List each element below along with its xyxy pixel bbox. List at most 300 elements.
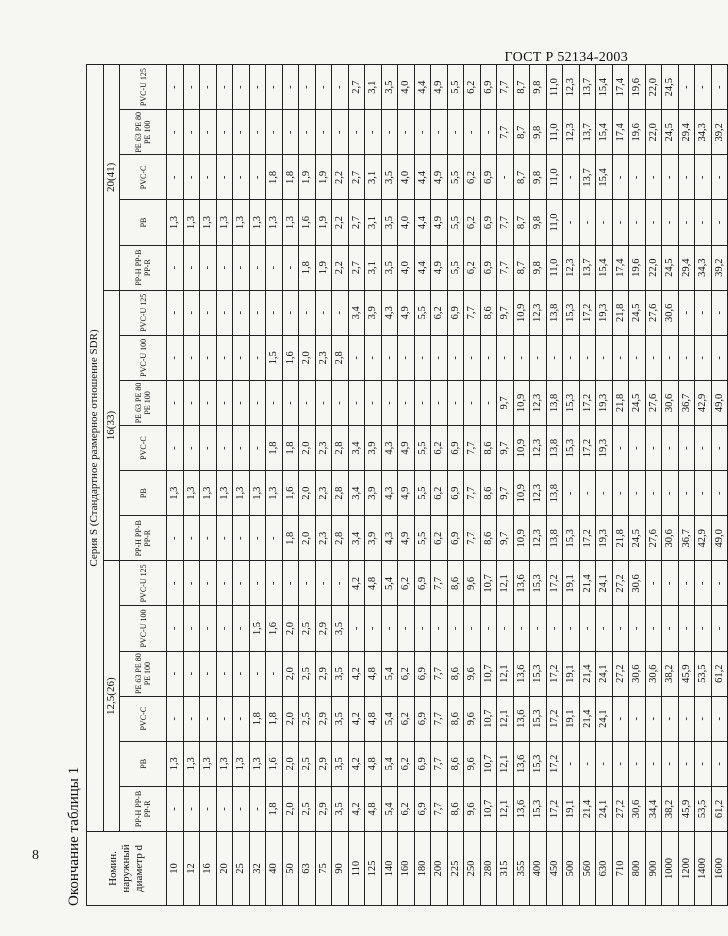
table-cell: 36,7 — [678, 380, 695, 425]
table-row — [266, 65, 283, 906]
table-cell: 29,4 — [678, 245, 695, 290]
table-cell: - — [299, 110, 316, 155]
cell-diameter: 315 — [497, 832, 514, 906]
table-cell: 1,3 — [233, 741, 250, 786]
table-cell: 4,9 — [431, 65, 448, 110]
table-cell: - — [695, 65, 712, 110]
header-group: 20(41) — [103, 65, 120, 291]
table-cell: 2,8 — [332, 516, 349, 561]
table-cell: - — [266, 516, 283, 561]
table-cell: 1,3 — [282, 200, 299, 245]
page-number: 8 — [32, 848, 39, 863]
table-cell: 6,2 — [398, 741, 415, 786]
table-cell: - — [662, 606, 679, 651]
table-cell: - — [662, 155, 679, 200]
table-cell: 7,7 — [464, 471, 481, 516]
table-cell: 2,0 — [282, 696, 299, 741]
table-cell: 3,9 — [365, 426, 382, 471]
table-cell: 21,8 — [612, 380, 629, 425]
table-cell: 36,7 — [678, 516, 695, 561]
table-cell: - — [579, 200, 596, 245]
table-cell: 15,3 — [563, 380, 580, 425]
table-cell: - — [695, 606, 712, 651]
table-cell: 6,2 — [398, 696, 415, 741]
table-cell: 7,7 — [497, 245, 514, 290]
table-cell: 2,0 — [299, 426, 316, 471]
table-cell: 3,4 — [348, 516, 365, 561]
table-row — [480, 65, 497, 906]
table-cell: - — [216, 516, 233, 561]
table-cell: - — [299, 561, 316, 606]
table-cell: 15,3 — [563, 426, 580, 471]
table-cell: - — [381, 380, 398, 425]
table-cell: - — [216, 561, 233, 606]
table-cell: 7,7 — [431, 561, 448, 606]
table-cell: - — [381, 335, 398, 380]
table-cell: 13,7 — [579, 110, 596, 155]
table-cell: - — [249, 335, 266, 380]
table-cell: 4,9 — [398, 290, 415, 335]
table-cell: - — [200, 561, 217, 606]
table-cell: 17,2 — [546, 561, 563, 606]
table-cell: 34,3 — [695, 110, 712, 155]
table-cell: - — [695, 335, 712, 380]
table-cell: - — [645, 606, 662, 651]
table-cell: - — [612, 696, 629, 741]
table-cell: - — [612, 606, 629, 651]
cell-diameter: 200 — [431, 832, 448, 906]
table-cell: 19,3 — [596, 290, 613, 335]
table-cell: 13,6 — [513, 651, 530, 696]
table-cell: 5,4 — [381, 786, 398, 831]
table-cell: - — [249, 65, 266, 110]
table-cell: 10,9 — [513, 426, 530, 471]
table-cell: - — [183, 696, 200, 741]
table-cell: - — [183, 516, 200, 561]
table-cell: 2,5 — [299, 741, 316, 786]
table-cell: 9,8 — [530, 200, 547, 245]
table-cell: 1,3 — [216, 741, 233, 786]
table-cell: - — [183, 110, 200, 155]
table-cell: - — [612, 426, 629, 471]
header-group: 12,5(26) — [103, 561, 120, 832]
header-material: PE 63 PE 80 PE 100 — [120, 651, 167, 696]
table-cell: 5,5 — [414, 516, 431, 561]
table-cell: - — [249, 561, 266, 606]
table-cell: 27,2 — [612, 561, 629, 606]
table-cell: - — [464, 380, 481, 425]
table-cell: 49,0 — [711, 380, 728, 425]
table-cell: - — [530, 335, 547, 380]
header-material: PVC-U 100 — [120, 335, 167, 380]
table-cell: - — [167, 516, 184, 561]
cell-diameter: 800 — [629, 832, 646, 906]
table-cell: 1,8 — [282, 516, 299, 561]
table-cell: 4,8 — [365, 741, 382, 786]
cell-diameter: 20 — [216, 832, 233, 906]
table-cell: - — [282, 110, 299, 155]
table-cell: 30,6 — [629, 561, 646, 606]
table-cell: - — [249, 290, 266, 335]
table-cell: 4,3 — [381, 471, 398, 516]
table-cell: 2,5 — [299, 786, 316, 831]
table-cell: 5,5 — [414, 290, 431, 335]
table-row — [662, 65, 679, 906]
table-cell: 12,3 — [530, 471, 547, 516]
table-cell: 2,9 — [315, 786, 332, 831]
table-cell: 6,9 — [447, 516, 464, 561]
table-cell: - — [200, 335, 217, 380]
table-cell: 1,3 — [183, 741, 200, 786]
table-cell: - — [233, 110, 250, 155]
table-cell: - — [678, 696, 695, 741]
sdr-table — [86, 64, 728, 906]
table-row — [695, 65, 712, 906]
table-cell: 2,3 — [315, 516, 332, 561]
table-row — [282, 65, 299, 906]
table-cell: 1,6 — [266, 741, 283, 786]
table-cell: - — [348, 335, 365, 380]
table-cell: - — [629, 335, 646, 380]
table-cell: - — [167, 786, 184, 831]
table-cell: 4,2 — [348, 696, 365, 741]
table-cell: - — [447, 110, 464, 155]
table-cell: 21,4 — [579, 651, 596, 696]
cell-diameter: 1400 — [695, 832, 712, 906]
table-cell: - — [167, 245, 184, 290]
table-cell: - — [480, 380, 497, 425]
table-cell: - — [282, 380, 299, 425]
table-cell: 2,0 — [282, 651, 299, 696]
table-cell: - — [381, 110, 398, 155]
table-cell: - — [711, 65, 728, 110]
table-cell: - — [200, 786, 217, 831]
table-cell: - — [365, 335, 382, 380]
table-cell: - — [183, 335, 200, 380]
table-cell: 11,0 — [546, 65, 563, 110]
table-cell: - — [266, 561, 283, 606]
table-row — [596, 65, 613, 906]
table-cell: 9,6 — [464, 741, 481, 786]
table-cell: - — [249, 651, 266, 696]
table-cell: - — [183, 606, 200, 651]
table-cell: 9,7 — [497, 290, 514, 335]
table-cell: 12,3 — [530, 426, 547, 471]
table-cell: - — [497, 335, 514, 380]
table-cell: 1,8 — [282, 426, 299, 471]
table-cell: 17,4 — [612, 245, 629, 290]
table-cell: - — [348, 606, 365, 651]
table-cell: - — [513, 606, 530, 651]
table-row — [315, 65, 332, 906]
table-cell: - — [200, 380, 217, 425]
table-cell: 9,8 — [530, 155, 547, 200]
table-cell: - — [447, 335, 464, 380]
header-material: PE 63 PE 80 PE 100 — [120, 110, 167, 155]
table-row — [546, 65, 563, 906]
table-cell: 3,5 — [381, 155, 398, 200]
table-cell: - — [233, 290, 250, 335]
table-cell: 17,4 — [612, 110, 629, 155]
table-cell: 1,8 — [266, 696, 283, 741]
table-cell: 8,6 — [447, 741, 464, 786]
table-row — [398, 65, 415, 906]
table-cell: 6,2 — [431, 471, 448, 516]
table-row — [414, 65, 431, 906]
header-material: PB — [120, 741, 167, 786]
table-cell: 49,0 — [711, 516, 728, 561]
table-cell: 19,6 — [629, 245, 646, 290]
table-cell: 30,6 — [662, 516, 679, 561]
table-cell: - — [167, 335, 184, 380]
table-cell: - — [200, 290, 217, 335]
table-row — [711, 65, 728, 906]
table-cell: 22,0 — [645, 110, 662, 155]
table-cell: 4,0 — [398, 155, 415, 200]
table-cell: 6,9 — [447, 290, 464, 335]
table-cell: - — [381, 606, 398, 651]
table-cell: 1,5 — [266, 335, 283, 380]
table-cell: 1,3 — [216, 200, 233, 245]
table-cell: 45,9 — [678, 786, 695, 831]
table-cell: 24,1 — [596, 696, 613, 741]
table-cell: - — [579, 335, 596, 380]
table-cell: 27,6 — [645, 380, 662, 425]
cell-diameter: 355 — [513, 832, 530, 906]
table-cell: 38,2 — [662, 651, 679, 696]
table-cell: 5,4 — [381, 651, 398, 696]
table-cell: - — [249, 516, 266, 561]
table-cell: - — [167, 65, 184, 110]
table-cell: 1,6 — [282, 335, 299, 380]
table-cell: - — [414, 110, 431, 155]
table-row — [431, 65, 448, 906]
table-cell: 17,2 — [579, 290, 596, 335]
table-cell: 4,2 — [348, 741, 365, 786]
table-cell: - — [530, 606, 547, 651]
table-cell: 24,5 — [662, 110, 679, 155]
table-cell: - — [695, 696, 712, 741]
table-cell: 8,6 — [447, 696, 464, 741]
table-cell: - — [563, 471, 580, 516]
table-cell: 1,3 — [200, 200, 217, 245]
table-row — [645, 65, 662, 906]
table-cell: 1,8 — [282, 155, 299, 200]
table-cell: - — [183, 380, 200, 425]
table-cell: - — [398, 110, 415, 155]
table-cell: 9,7 — [497, 516, 514, 561]
table-cell: 7,7 — [464, 290, 481, 335]
table-cell: 5,4 — [381, 561, 398, 606]
table-cell: - — [266, 290, 283, 335]
table-cell: 4,9 — [431, 245, 448, 290]
table-cell: 1,3 — [167, 741, 184, 786]
table-cell: - — [299, 65, 316, 110]
table-cell: 1,9 — [299, 155, 316, 200]
table-cell: - — [266, 110, 283, 155]
table-cell: - — [464, 110, 481, 155]
table-cell: - — [563, 155, 580, 200]
table-cell: - — [711, 426, 728, 471]
table-cell: 6,2 — [398, 651, 415, 696]
table-cell: - — [233, 426, 250, 471]
table-cell: - — [612, 741, 629, 786]
table-cell: 39,2 — [711, 245, 728, 290]
table-cell: - — [167, 155, 184, 200]
table-cell: 8,6 — [480, 426, 497, 471]
table-cell: 2,3 — [315, 471, 332, 516]
table-cell: 15,3 — [530, 786, 547, 831]
table-cell: - — [299, 290, 316, 335]
table-cell: 24,1 — [596, 786, 613, 831]
table-cell: 2,5 — [299, 696, 316, 741]
table-cell: 3,5 — [332, 786, 349, 831]
table-cell: - — [513, 335, 530, 380]
table-cell: 11,0 — [546, 245, 563, 290]
table-cell: 12,3 — [563, 65, 580, 110]
table-cell: 17,2 — [546, 696, 563, 741]
table-cell: 4,2 — [348, 651, 365, 696]
table-cell: - — [563, 741, 580, 786]
table-cell: - — [200, 110, 217, 155]
table-cell: 3,4 — [348, 290, 365, 335]
table-cell: 4,3 — [381, 516, 398, 561]
cell-diameter: 12 — [183, 832, 200, 906]
table-cell: 4,9 — [431, 200, 448, 245]
table-cell: - — [216, 65, 233, 110]
table-cell: - — [249, 245, 266, 290]
table-cell: 24,5 — [629, 380, 646, 425]
table-cell: 29,4 — [678, 110, 695, 155]
table-cell: 6,9 — [414, 786, 431, 831]
table-cell: 13,7 — [579, 245, 596, 290]
table-cell: 1,6 — [299, 200, 316, 245]
table-cell: 1,8 — [266, 786, 283, 831]
table-cell: 4,8 — [365, 786, 382, 831]
table-cell: 12,1 — [497, 696, 514, 741]
cell-diameter: 1600 — [711, 832, 728, 906]
table-row — [678, 65, 695, 906]
table-cell: 4,4 — [414, 155, 431, 200]
table-row — [563, 65, 580, 906]
table-row — [332, 65, 349, 906]
table-cell: 11,0 — [546, 110, 563, 155]
table-cell: - — [167, 696, 184, 741]
table-cell: 12,3 — [563, 245, 580, 290]
table-cell: 4,2 — [348, 786, 365, 831]
table-cell: 9,7 — [497, 471, 514, 516]
table-row — [216, 65, 233, 906]
header-material: PVC-C — [120, 696, 167, 741]
table-cell: - — [183, 786, 200, 831]
table-cell: - — [711, 155, 728, 200]
table-cell: 2,5 — [299, 606, 316, 651]
header-material: PP-H PP-B PP-R — [120, 516, 167, 561]
cell-diameter: 16 — [200, 832, 217, 906]
table-cell: 2,0 — [299, 335, 316, 380]
table-cell: - — [216, 110, 233, 155]
table-cell: - — [183, 426, 200, 471]
table-cell: - — [233, 606, 250, 651]
table-cell: 6,9 — [414, 651, 431, 696]
table-cell: 3,5 — [381, 245, 398, 290]
table-cell: - — [332, 290, 349, 335]
table-cell: 2,9 — [315, 696, 332, 741]
table-cell: - — [645, 426, 662, 471]
table-cell: 1,9 — [315, 155, 332, 200]
table-cell: 5,4 — [381, 741, 398, 786]
table-cell: - — [662, 335, 679, 380]
table-cell: - — [662, 471, 679, 516]
table-cell: 10,9 — [513, 380, 530, 425]
table-cell: - — [414, 335, 431, 380]
table-cell: 5,4 — [381, 696, 398, 741]
table-cell: 2,7 — [348, 65, 365, 110]
table-cell: 5,5 — [447, 200, 464, 245]
table-cell: - — [183, 561, 200, 606]
cell-diameter: 630 — [596, 832, 613, 906]
table-cell: 19,1 — [563, 786, 580, 831]
table-cell: 13,8 — [546, 380, 563, 425]
table-cell: - — [414, 606, 431, 651]
table-cell: 9,6 — [464, 696, 481, 741]
table-cell: - — [233, 245, 250, 290]
table-cell: 6,9 — [447, 426, 464, 471]
table-cell: - — [200, 651, 217, 696]
table-cell: - — [365, 606, 382, 651]
table-row — [249, 65, 266, 906]
table-cell: 45,9 — [678, 651, 695, 696]
table-cell: - — [629, 696, 646, 741]
table-cell: 22,0 — [645, 65, 662, 110]
table-cell: 12,3 — [563, 110, 580, 155]
table-cell: - — [216, 245, 233, 290]
table-cell: 8,6 — [480, 516, 497, 561]
table-cell: 6,9 — [480, 245, 497, 290]
table-cell: 61,2 — [711, 651, 728, 696]
table-cell: 9,7 — [497, 426, 514, 471]
table-cell: - — [167, 426, 184, 471]
cell-diameter: 125 — [365, 832, 382, 906]
table-cell: 9,8 — [530, 65, 547, 110]
table-cell: 2,9 — [315, 651, 332, 696]
table-cell: 15,4 — [596, 155, 613, 200]
table-cell: 3,1 — [365, 65, 382, 110]
table-cell: 3,9 — [365, 290, 382, 335]
table-cell: - — [711, 200, 728, 245]
table-cell: 19,3 — [596, 516, 613, 561]
table-cell: 27,6 — [645, 290, 662, 335]
table-cell: - — [216, 426, 233, 471]
table-cell: 1,8 — [249, 696, 266, 741]
table-row — [447, 65, 464, 906]
table-cell: 5,5 — [447, 245, 464, 290]
header-material: PVC-C — [120, 426, 167, 471]
table-cell: 1,3 — [183, 200, 200, 245]
table-cell: 2,7 — [348, 245, 365, 290]
table-cell: 15,4 — [596, 110, 613, 155]
table-row — [629, 65, 646, 906]
table-cell: 7,7 — [464, 516, 481, 561]
table-cell: 1,3 — [233, 200, 250, 245]
table-cell: - — [678, 561, 695, 606]
table-cell: 6,2 — [464, 245, 481, 290]
table-cell: - — [233, 561, 250, 606]
document-header: ГОСТ Р 52134-2003 — [504, 50, 628, 65]
table-cell: 9,8 — [530, 245, 547, 290]
table-cell: 6,9 — [414, 741, 431, 786]
table-cell: 4,9 — [398, 516, 415, 561]
